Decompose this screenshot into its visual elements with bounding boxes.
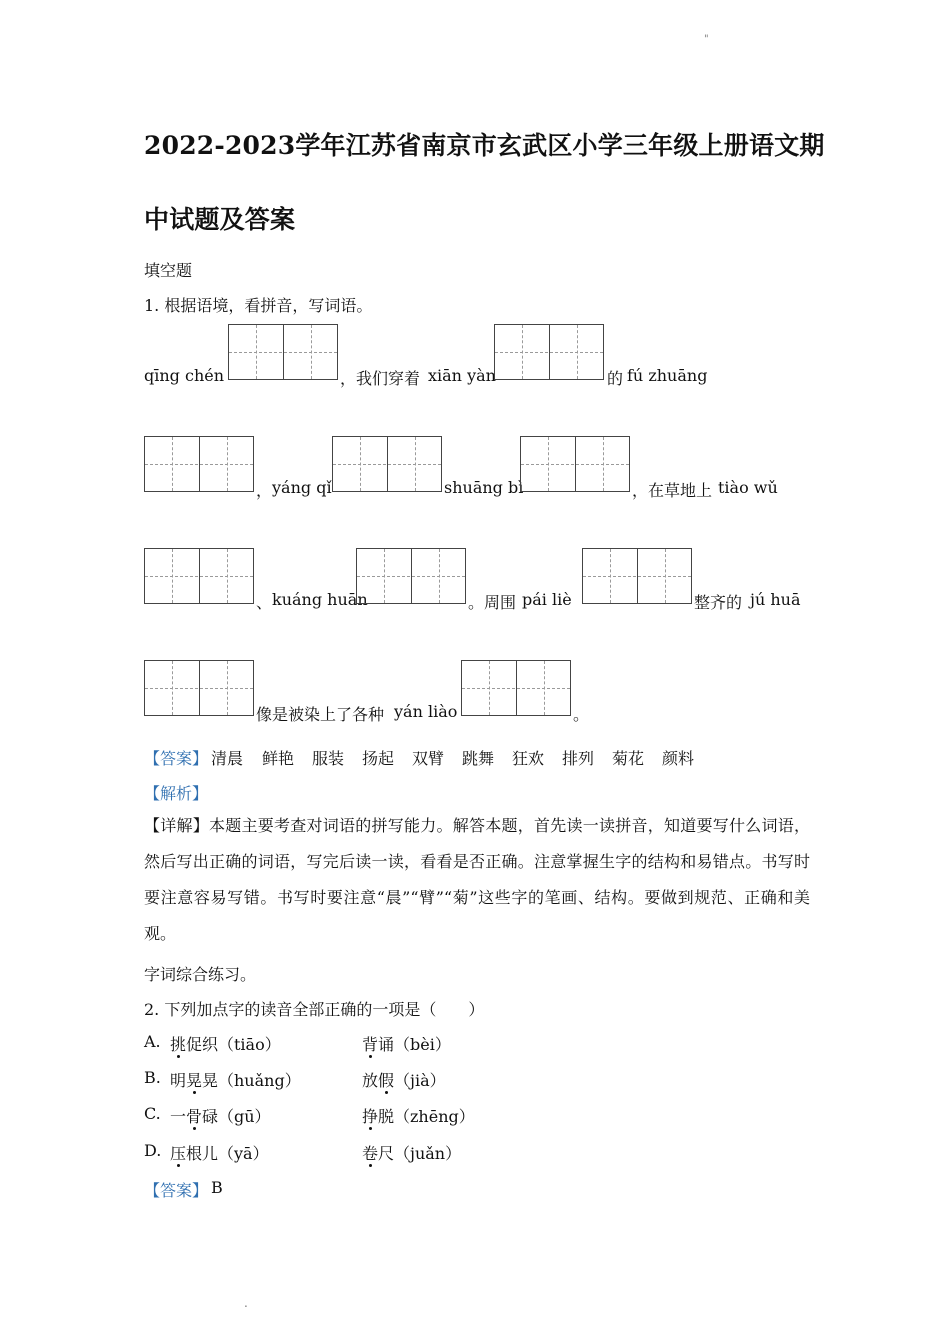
writing-grid-2[interactable] (494, 324, 604, 380)
answer-word: 扬起 (362, 749, 395, 768)
emphasis-dot (369, 1055, 372, 1058)
writing-grid-10[interactable] (461, 660, 571, 716)
emphasis-dot (369, 1127, 372, 1130)
question-1-prompt: 1. 根据语境，看拼音，写词语。 (144, 296, 373, 315)
answer-value: B (211, 1178, 223, 1197)
answer-word: 鲜艳 (262, 749, 295, 768)
context-text: ，我们穿着 (340, 369, 421, 388)
context-text: 、 (256, 593, 273, 612)
option-b-label: B. (144, 1068, 161, 1087)
answer-word: 服装 (312, 749, 345, 768)
pinyin-kuang-huan: kuáng huān (272, 590, 368, 609)
emphasis-dot (193, 1127, 196, 1130)
answer-word: 双臂 (412, 749, 445, 768)
page-title-line2: 中试题及答案 (144, 205, 296, 234)
option-a-word2: 背诵（bèi） (362, 1035, 451, 1054)
pinyin-qing-chen: qīng chén (144, 366, 225, 385)
pinyin-fu-zhuang: fú zhuāng (627, 366, 708, 385)
answer-word: 跳舞 (462, 749, 495, 768)
pinyin-yan-liao: yán liào (394, 702, 458, 721)
context-text: 的 (607, 369, 624, 388)
answer-word: 菊花 (612, 749, 645, 768)
option-b-word2: 放假（jià） (362, 1071, 446, 1090)
emphasis-dot (193, 1091, 196, 1094)
context-text: ，在草地上 (632, 481, 713, 500)
option-c-word1: 一骨碌（gū） (170, 1107, 271, 1126)
detail-paragraph: 【详解】本题主要考查对词语的拼写能力。解答本题，首先读一读拼音，知道要写什么词语，然后写出正确的词语，写完后读一读，看看是否正确。注意掌握生字的结构和易错点。书写时要注意容易写错。书写时要注意“晨”“臂”“菊”这些字的笔画、结构。要做到规范、正确和美观。 (144, 816, 810, 943)
pinyin-ju-hua: jú huā (750, 590, 801, 609)
option-b-word1: 明晃晃（huǎng） (170, 1071, 301, 1090)
context-text: ， (256, 481, 273, 500)
context-text: 。 (573, 705, 590, 724)
analysis-label: 【解析】 (144, 784, 209, 803)
writing-grid-7[interactable] (356, 548, 466, 604)
context-text: 整齐的 (694, 593, 743, 612)
emphasis-dot (369, 1164, 372, 1167)
option-d-word1: 压根儿（yā） (170, 1144, 269, 1163)
answer-word: 颜料 (662, 749, 695, 768)
option-d-label: D. (144, 1141, 162, 1160)
emphasis-dot (177, 1055, 180, 1058)
writing-grid-8[interactable] (582, 548, 692, 604)
category-line: 字词综合练习。 (144, 965, 257, 984)
context-text: 。周围 (468, 593, 517, 612)
writing-grid-6[interactable] (144, 548, 254, 604)
writing-grid-5[interactable] (520, 436, 630, 492)
emphasis-dot (385, 1091, 388, 1094)
option-c-word2: 挣脱（zhēng） (362, 1107, 475, 1126)
page-title-line1: 2022-2023学年江苏省南京市玄武区小学三年级上册语文期 (144, 131, 825, 160)
header-mark: " (704, 34, 709, 45)
writing-grid-1[interactable] (228, 324, 338, 380)
answer-word: 清晨 (211, 749, 244, 768)
section-label: 填空题 (144, 261, 193, 280)
pinyin-shuang-bi: shuāng bì (444, 478, 524, 497)
answer-word: 狂欢 (512, 749, 545, 768)
option-c-label: C. (144, 1104, 161, 1123)
writing-grid-4[interactable] (332, 436, 442, 492)
answer-label: 【答案】 (144, 1181, 209, 1200)
pinyin-tiao-wu: tiào wǔ (718, 478, 778, 497)
pinyin-yang-qi: yáng qǐ (272, 478, 332, 497)
pinyin-pai-lie: pái liè (522, 590, 572, 609)
context-text: 像是被染上了各种 (256, 705, 385, 724)
footer-mark: . (244, 1296, 248, 1310)
option-d-word2: 卷尺（juǎn） (362, 1144, 462, 1163)
option-a-label: A. (144, 1032, 161, 1051)
option-a-word1: 挑促织（tiāo） (170, 1035, 281, 1054)
question-2-prompt: 2. 下列加点字的读音全部正确的一项是（ ） (144, 1000, 485, 1019)
writing-grid-3[interactable] (144, 436, 254, 492)
pinyin-xian-yan: xiān yàn (428, 366, 496, 385)
answer-label: 【答案】 (144, 749, 209, 768)
answer-word: 排列 (562, 749, 595, 768)
emphasis-dot (177, 1164, 180, 1167)
writing-grid-9[interactable] (144, 660, 254, 716)
